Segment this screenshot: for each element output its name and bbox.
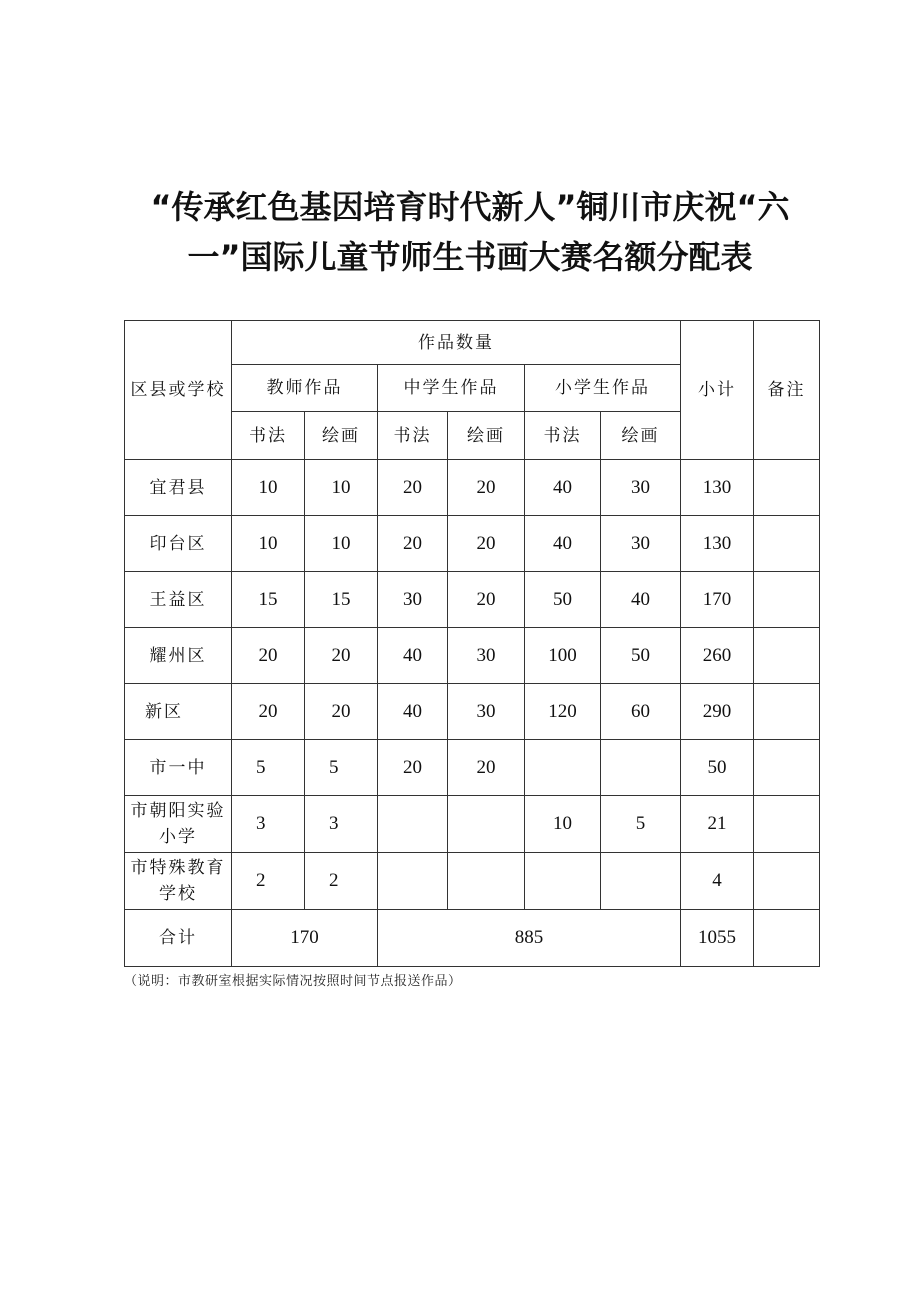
teacher-total-cell: 170: [232, 910, 378, 967]
primary-painting-cell: 30: [601, 516, 681, 572]
footnote: （说明：市教研室根据实际情况按照时间节点报送作品）: [124, 974, 462, 989]
remark-cell: [754, 572, 820, 628]
row-name: 新区: [125, 684, 232, 740]
remark-cell: [754, 516, 820, 572]
subtotal-cell: 130: [681, 460, 754, 516]
table-row: [125, 572, 820, 628]
primary-painting-cell: 40: [601, 572, 681, 628]
teacher-calligraphy-cell: 2: [232, 853, 305, 910]
primary-calligraphy-cell: [525, 740, 601, 796]
teacher-calligraphy-cell: 10: [232, 460, 305, 516]
table-row: [125, 460, 820, 516]
document-title: [110, 182, 830, 282]
table-row: [125, 853, 820, 910]
subtotal-cell: 260: [681, 628, 754, 684]
teacher-calligraphy-cell: 10: [232, 516, 305, 572]
header-primary-painting: 绘画: [601, 412, 681, 460]
teacher-calligraphy-cell: 3: [232, 796, 305, 853]
table-row: [125, 796, 820, 853]
remark-cell: [754, 460, 820, 516]
total-row: [125, 910, 820, 967]
middle-painting-cell: 20: [448, 516, 525, 572]
middle-painting-cell: 30: [448, 684, 525, 740]
header-row-1: [125, 321, 820, 365]
remark-cell: [754, 684, 820, 740]
header-teacher-painting: 绘画: [305, 412, 378, 460]
middle-painting-cell: 20: [448, 572, 525, 628]
header-teacher-works: 教师作品: [232, 365, 378, 412]
primary-painting-cell: 5: [601, 796, 681, 853]
teacher-painting-cell: 10: [305, 516, 378, 572]
middle-painting-cell: [448, 796, 525, 853]
subtotal-cell: 50: [681, 740, 754, 796]
row-name: 印台区: [125, 516, 232, 572]
middle-calligraphy-cell: [378, 853, 448, 910]
middle-painting-cell: 20: [448, 460, 525, 516]
teacher-painting-cell: 5: [305, 740, 378, 796]
teacher-calligraphy-cell: 20: [232, 684, 305, 740]
primary-painting-cell: 60: [601, 684, 681, 740]
row-name: 宜君县: [125, 460, 232, 516]
subtotal-cell: 170: [681, 572, 754, 628]
row-name: 耀州区: [125, 628, 232, 684]
teacher-painting-cell: 20: [305, 684, 378, 740]
subtotal-cell: 130: [681, 516, 754, 572]
remark-cell: [754, 740, 820, 796]
row-name: 王益区: [125, 572, 232, 628]
primary-calligraphy-cell: 10: [525, 796, 601, 853]
remark-cell: [754, 628, 820, 684]
grand-total-cell: 1055: [681, 910, 754, 967]
total-label: 合计: [125, 910, 232, 967]
primary-calligraphy-cell: 50: [525, 572, 601, 628]
middle-calligraphy-cell: 40: [378, 684, 448, 740]
table-row: [125, 740, 820, 796]
primary-calligraphy-cell: 120: [525, 684, 601, 740]
teacher-painting-cell: 20: [305, 628, 378, 684]
remark-cell: [754, 853, 820, 910]
teacher-calligraphy-cell: 5: [232, 740, 305, 796]
middle-calligraphy-cell: 30: [378, 572, 448, 628]
header-middle-painting: 绘画: [448, 412, 525, 460]
header-middle-calligraphy: 书法: [378, 412, 448, 460]
title-line-1: “传承红色基因培育时代新人”铜川市庆祝“六: [150, 188, 790, 226]
teacher-calligraphy-cell: 20: [232, 628, 305, 684]
row-name: 市朝阳实验小学: [125, 796, 232, 853]
total-remark-cell: [754, 910, 820, 967]
primary-calligraphy-cell: 40: [525, 460, 601, 516]
row-name: 市一中: [125, 740, 232, 796]
table-row: [125, 628, 820, 684]
middle-calligraphy-cell: 20: [378, 516, 448, 572]
teacher-painting-cell: 15: [305, 572, 378, 628]
teacher-painting-cell: 10: [305, 460, 378, 516]
row-name: 市特殊教育学校: [125, 853, 232, 910]
primary-calligraphy-cell: [525, 853, 601, 910]
teacher-painting-cell: 3: [305, 796, 378, 853]
subtotal-cell: 290: [681, 684, 754, 740]
header-primary-works: 小学生作品: [525, 365, 681, 412]
header-subtotal: 小计: [681, 321, 754, 460]
teacher-painting-cell: 2: [305, 853, 378, 910]
header-works-count: 作品数量: [232, 321, 681, 365]
primary-calligraphy-cell: 100: [525, 628, 601, 684]
header-primary-calligraphy: 书法: [525, 412, 601, 460]
table-row: [125, 684, 820, 740]
middle-calligraphy-cell: 40: [378, 628, 448, 684]
middle-painting-cell: [448, 853, 525, 910]
primary-painting-cell: [601, 740, 681, 796]
middle-calligraphy-cell: [378, 796, 448, 853]
table-row: [125, 516, 820, 572]
student-total-cell: 885: [378, 910, 681, 967]
middle-painting-cell: 30: [448, 628, 525, 684]
primary-painting-cell: 30: [601, 460, 681, 516]
title-line-2: 一”国际儿童节师生书画大赛名额分配表: [187, 238, 753, 276]
middle-painting-cell: 20: [448, 740, 525, 796]
header-teacher-calligraphy: 书法: [232, 412, 305, 460]
primary-painting-cell: [601, 853, 681, 910]
header-middle-works: 中学生作品: [378, 365, 525, 412]
remark-cell: [754, 796, 820, 853]
header-region: 区县或学校: [125, 321, 232, 460]
primary-painting-cell: 50: [601, 628, 681, 684]
middle-calligraphy-cell: 20: [378, 460, 448, 516]
subtotal-cell: 21: [681, 796, 754, 853]
teacher-calligraphy-cell: 15: [232, 572, 305, 628]
allocation-table: [124, 320, 820, 967]
subtotal-cell: 4: [681, 853, 754, 910]
primary-calligraphy-cell: 40: [525, 516, 601, 572]
header-remarks: 备注: [754, 321, 820, 460]
middle-calligraphy-cell: 20: [378, 740, 448, 796]
